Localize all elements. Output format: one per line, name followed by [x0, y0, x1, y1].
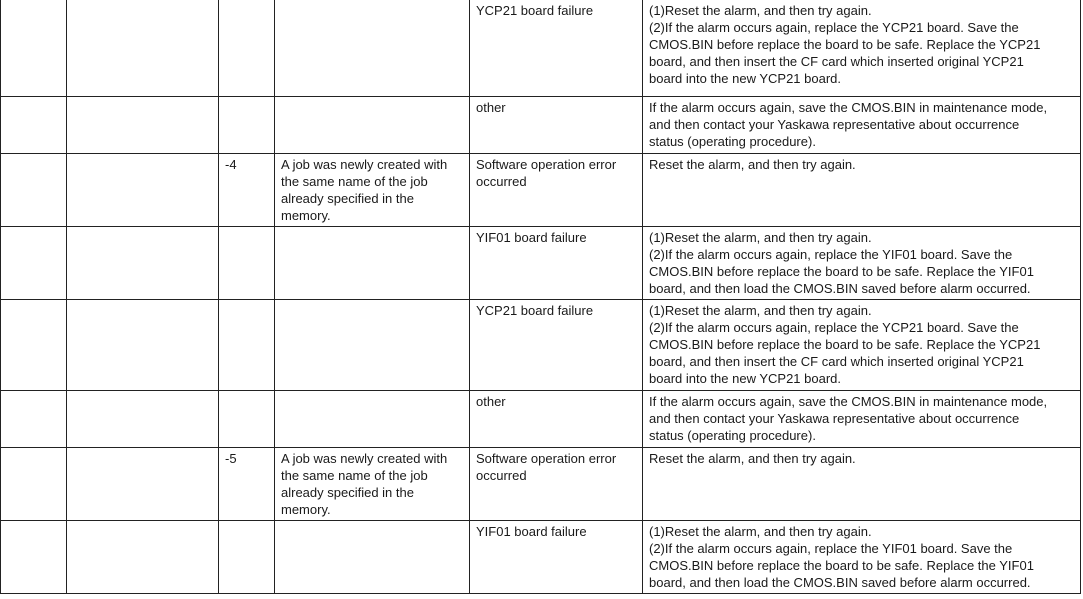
remedy-text: (1)Reset the alarm, and then try again. — [649, 230, 872, 245]
cause-cell — [470, 154, 643, 227]
alarm-number-cell — [1, 391, 67, 448]
description-text: already specified in the — [281, 485, 414, 500]
cause-text: occurred — [476, 468, 527, 483]
cause-text: Software operation error — [476, 451, 617, 466]
cause-cell — [470, 227, 643, 300]
remedy-text: (2)If the alarm occurs again, replace the YCP21 board. Save the — [649, 320, 1019, 335]
remedy-text: and then contact your Yaskawa representative about occurrence — [649, 117, 1020, 132]
cause-cell — [470, 0, 643, 97]
remedy-text: board, and then load the CMOS.BIN saved before alarm occurred. — [649, 575, 1031, 590]
cause-text: occurred — [476, 174, 527, 189]
description-text: memory. — [281, 208, 331, 223]
remedy-text: (2)If the alarm occurs again, replace the YIF01 board. Save the — [649, 247, 1013, 262]
sub-code-cell — [219, 448, 275, 521]
remedy-cell — [643, 391, 1081, 448]
remedy-text: board into the new YCP21 board. — [649, 71, 842, 86]
alarm-number-cell — [1, 97, 67, 154]
cause-text: Software operation error — [476, 157, 617, 172]
remedy-text: and then contact your Yaskawa representative about occurrence — [649, 411, 1020, 426]
remedy-text: Reset the alarm, and then try again. — [649, 451, 856, 466]
remedy-text: board, and then insert the CF card which inserted original YCP21 — [649, 354, 1024, 369]
remedy-text: CMOS.BIN before replace the board to be safe. Replace the YIF01 — [649, 264, 1034, 279]
description-text: memory. — [281, 502, 331, 517]
alarm-name-cell — [67, 0, 219, 97]
description-text: the same name of the job — [281, 174, 428, 189]
description-cell — [275, 521, 470, 594]
table-row — [1, 448, 1081, 521]
remedy-text: board, and then insert the CF card which inserted original YCP21 — [649, 54, 1024, 69]
sub-code-cell — [219, 391, 275, 448]
remedy-text: (1)Reset the alarm, and then try again. — [649, 303, 872, 318]
cause-cell — [470, 391, 643, 448]
sub-code-cell — [219, 154, 275, 227]
alarm-name-cell — [67, 300, 219, 391]
table-row — [1, 0, 1081, 97]
sub-code-cell — [219, 97, 275, 154]
sub-code-cell — [219, 521, 275, 594]
table-row — [1, 154, 1081, 227]
remedy-text: CMOS.BIN before replace the board to be safe. Replace the YCP21 — [649, 337, 1041, 352]
remedy-text: (2)If the alarm occurs again, replace the YCP21 board. Save the — [649, 20, 1019, 35]
cause-cell — [470, 448, 643, 521]
remedy-cell — [643, 97, 1081, 154]
remedy-text: board, and then load the CMOS.BIN saved before alarm occurred. — [649, 281, 1031, 296]
alarm-name-cell — [67, 391, 219, 448]
description-cell — [275, 448, 470, 521]
table-row — [1, 391, 1081, 448]
alarm-number-cell — [1, 0, 67, 97]
remedy-text: CMOS.BIN before replace the board to be safe. Replace the YCP21 — [649, 37, 1041, 52]
alarm-name-cell — [67, 521, 219, 594]
description-text: already specified in the — [281, 191, 414, 206]
alarm-number-cell — [1, 154, 67, 227]
table-row — [1, 227, 1081, 300]
description-cell — [275, 154, 470, 227]
remedy-cell — [643, 300, 1081, 391]
sub-code-cell — [219, 300, 275, 391]
remedy-text: CMOS.BIN before replace the board to be safe. Replace the YIF01 — [649, 558, 1034, 573]
alarm-name-cell — [67, 227, 219, 300]
cause-text: other — [476, 394, 506, 409]
remedy-text: If the alarm occurs again, save the CMOS.BIN in maintenance mode, — [649, 394, 1048, 409]
table-row — [1, 300, 1081, 391]
table-row — [1, 97, 1081, 154]
remedy-text: Reset the alarm, and then try again. — [649, 157, 856, 172]
remedy-text: status (operating procedure). — [649, 428, 816, 443]
alarm-number-cell — [1, 521, 67, 594]
cause-cell — [470, 300, 643, 391]
remedy-text: (2)If the alarm occurs again, replace the YIF01 board. Save the — [649, 541, 1013, 556]
cause-text: YIF01 board failure — [476, 524, 587, 539]
remedy-cell — [643, 227, 1081, 300]
remedy-text: (1)Reset the alarm, and then try again. — [649, 3, 872, 18]
alarm-name-cell — [67, 154, 219, 227]
cause-cell — [470, 97, 643, 154]
remedy-text: board into the new YCP21 board. — [649, 371, 842, 386]
remedy-cell — [643, 154, 1081, 227]
alarm-name-cell — [67, 97, 219, 154]
alarm-table-body — [1, 0, 1081, 594]
remedy-text: If the alarm occurs again, save the CMOS.BIN in maintenance mode, — [649, 100, 1048, 115]
remedy-text: status (operating procedure). — [649, 134, 816, 149]
sub-code-cell — [219, 0, 275, 97]
description-cell — [275, 227, 470, 300]
description-text: A job was newly created with — [281, 157, 448, 172]
sub-code-text: -4 — [225, 157, 237, 172]
alarm-number-cell — [1, 227, 67, 300]
remedy-cell — [643, 0, 1081, 97]
remedy-text: (1)Reset the alarm, and then try again. — [649, 524, 872, 539]
alarm-name-cell — [67, 448, 219, 521]
cause-text: other — [476, 100, 506, 115]
table-row — [1, 521, 1081, 594]
alarm-number-cell — [1, 300, 67, 391]
cause-text: YIF01 board failure — [476, 230, 587, 245]
alarm-number-cell — [1, 448, 67, 521]
description-cell — [275, 97, 470, 154]
description-cell — [275, 0, 470, 97]
cause-text: YCP21 board failure — [476, 303, 594, 318]
description-cell — [275, 391, 470, 448]
description-text: the same name of the job — [281, 468, 428, 483]
sub-code-cell — [219, 227, 275, 300]
cause-cell — [470, 521, 643, 594]
description-text: A job was newly created with — [281, 451, 448, 466]
remedy-cell — [643, 448, 1081, 521]
cause-text: YCP21 board failure — [476, 3, 594, 18]
sub-code-text: -5 — [225, 451, 237, 466]
remedy-cell — [643, 521, 1081, 594]
description-cell — [275, 300, 470, 391]
